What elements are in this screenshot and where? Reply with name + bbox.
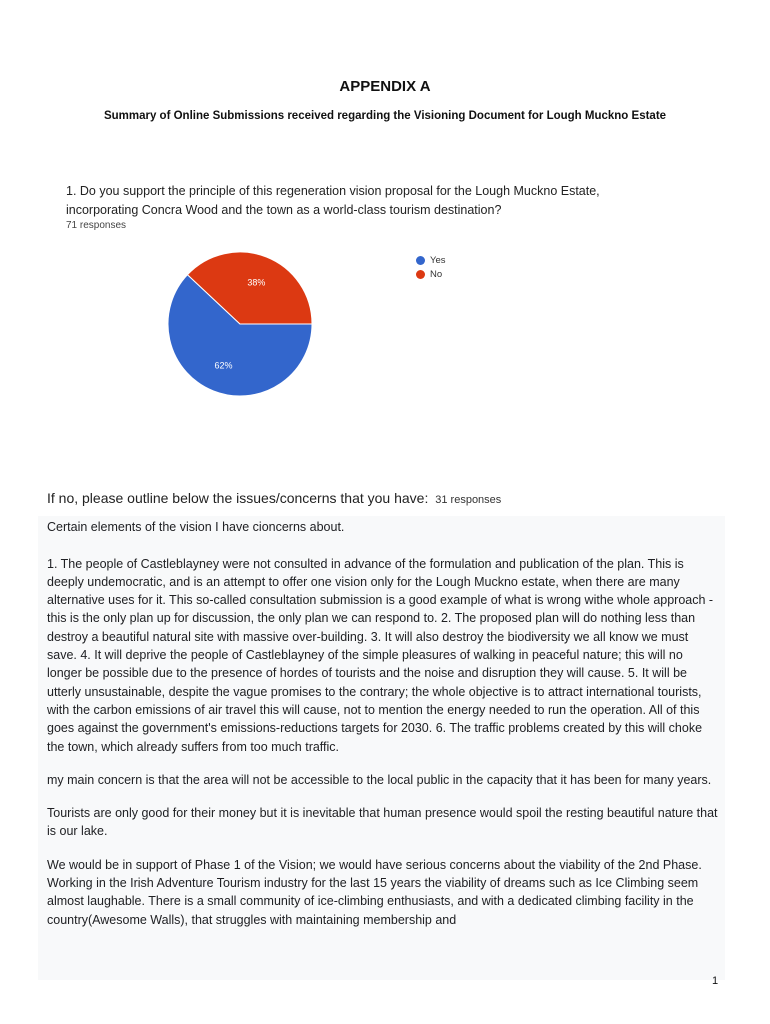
answer-item: Certain elements of the vision I have cioncerns about. 1. The people of Castleblayney were not consulted in advance of the formulation and publication of the plan. This is deeply undemocratic, and is an attempt to offer one vision only for the Lough Muckno estate, when there are many alternative uses for it. This so-called consultation submission is a good example of what is wrong withe whole approach - this is the only plan up for discussion, the only plan we can respond to. 2. The proposed plan will do nothing less than destroy a beautiful natural site with massive over-building. 3. It will also destroy the biodiversity we all know we must save. 4. It will deprive the people of Castleblayney of the simple pleasures of walking in peaceful nature; this will no longer be possible due to the presence of hordes of tourists and the noise and disruption they will cause. 5. It will be utterly unsustainable, despite the vague promises to the contrary; the whole objective is to attract international tourists, with the carbon emissions of air travel this will cause, not to mention the energy needed to run the operation. All of this goes against the government's emissions-reductions targets for 2030. 6. The traffic problems created by this will choke the town, which already suffers from too much traffic. bbox=[47, 520, 714, 754]
answer-item: Tourists are only good for their money but it is inevitable that human presence would spoil the resting beautiful nature that is our lake. bbox=[47, 806, 722, 839]
pie-label-yes: 62% bbox=[214, 360, 233, 371]
pie-label-no: 38% bbox=[247, 277, 266, 288]
pie-chart bbox=[160, 250, 320, 398]
chart-legend bbox=[416, 253, 446, 281]
question-1-text: 1. Do you support the principle of this regeneration vision proposal for the Lough Muckno Estate, incorporating Concra Wood and the town as a world-class tourism destination? bbox=[66, 184, 600, 217]
answer-item: my main concern is that the area will not be accessible to the local public in the capacity that it has been for many years. bbox=[47, 772, 712, 787]
legend-swatch-yes bbox=[416, 256, 425, 265]
legend-label-yes: Yes bbox=[430, 254, 446, 266]
answers-list bbox=[38, 516, 725, 980]
issues-heading-text: If no, please outline below the issues/concerns that you have: bbox=[47, 490, 429, 506]
page-title: APPENDIX A bbox=[339, 78, 431, 95]
legend-item-yes bbox=[416, 253, 446, 267]
legend-item-no bbox=[416, 267, 446, 281]
issues-heading bbox=[47, 490, 501, 506]
legend-swatch-no bbox=[416, 270, 425, 279]
question-1-response-count: 71 responses bbox=[66, 220, 127, 231]
issues-response-count: 31 responses bbox=[435, 494, 502, 506]
legend-label-no: No bbox=[430, 268, 443, 280]
answer-item: We would be in support of Phase 1 of the Vision; we would have serious concerns about the viability of the 2nd Phase. Working in the Irish Adventure Tourism industry for the last 15 years the viability of dreams such as Ice Climbing seem almost laughable. There is a small community of ice-climbing enthusiasts, and with a dedicated climbing facility in the country(Awesome Walls), that struggles with maintaining membership and bbox=[47, 857, 706, 927]
page-number: 1 bbox=[712, 975, 719, 987]
page-subtitle: Summary of Online Submissions received regarding the Visioning Document for Lough Muckno Estate bbox=[103, 110, 667, 122]
